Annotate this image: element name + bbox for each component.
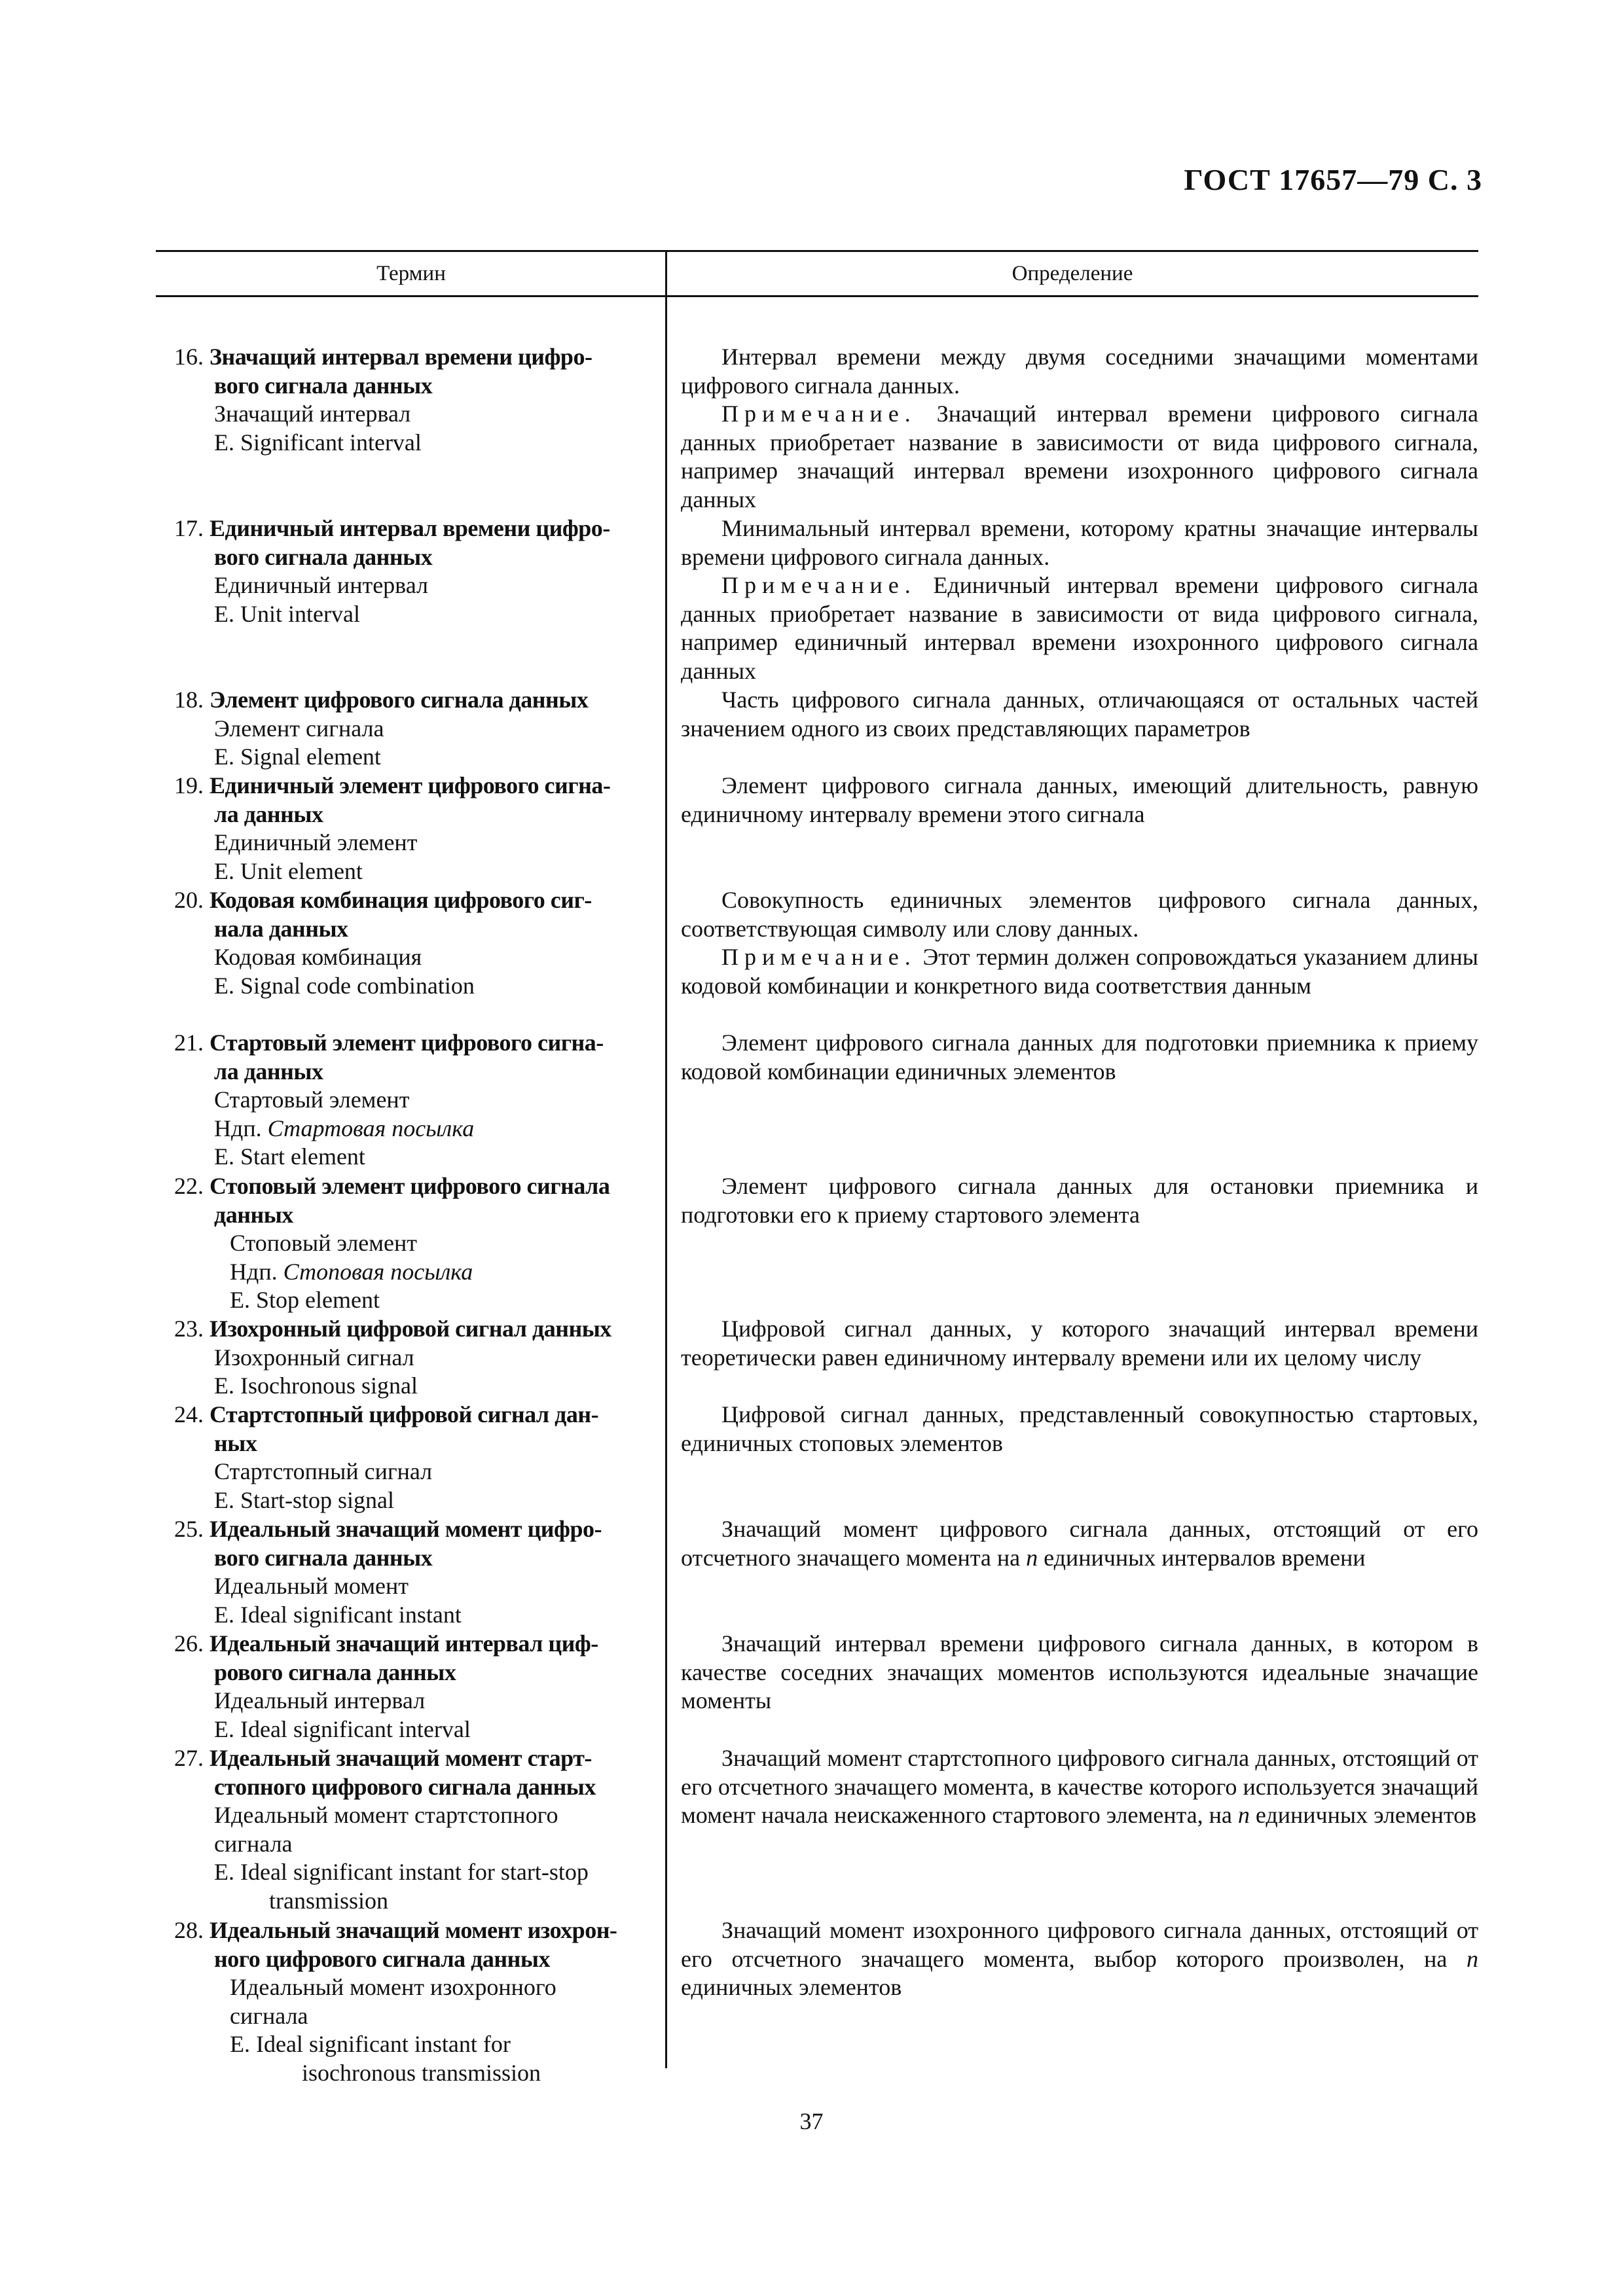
definition-text-part: единичных интервалов времени	[1038, 1544, 1366, 1571]
definition-text: Минимальный интервал времени, которому кратны значащие интервалы времени цифрового сигнала данных.	[681, 515, 1478, 570]
term-short-form-cont: сигнала	[214, 1830, 293, 1857]
term-english: E. Start element	[214, 1143, 365, 1170]
term-title: Идеальный значащий момент изохрон-	[210, 1917, 617, 1943]
term-english: E. Significant interval	[214, 429, 422, 456]
definition-text	[681, 1744, 1478, 1830]
definition-cell	[681, 343, 1478, 514]
term-title-cont: вого сигнала данных	[214, 1544, 433, 1571]
term-title-cont: вого сигнала данных	[214, 543, 433, 570]
term-title: Идеальный значащий момент старт-	[210, 1745, 592, 1771]
definition-text: Цифровой сигнал данных, представленный совокупностью стартовых, единичных стоповых элементов	[681, 1401, 1478, 1456]
definition-text: Элемент цифрового сигнала данных, имеющий длительность, равную единичному интервалу времени этого сигнала	[681, 772, 1478, 827]
term-cell	[174, 1515, 646, 1629]
definition-text-part: единичных элементов	[1249, 1802, 1477, 1829]
term-short-form: Стартовый элемент	[214, 1086, 410, 1113]
term-short-form: Идеальный момент изохронного	[230, 1974, 556, 2001]
term-cell	[174, 1916, 646, 2088]
term-cell	[174, 1029, 646, 1172]
term-short-form: Единичный элемент	[214, 829, 418, 856]
term-number: 20.	[174, 887, 204, 913]
definition-cell	[681, 1401, 1478, 1458]
term-cell	[174, 1172, 646, 1315]
definition-cell	[681, 1029, 1478, 1086]
term-cell	[174, 1401, 646, 1515]
term-english: E. Ideal significant instant	[214, 1601, 462, 1628]
definition-text: Часть цифрового сигнала данных, отличающаяся от остальных частей значением одного из своих представляющих параметров	[681, 687, 1478, 742]
term-short-form: Кодовая комбинация	[214, 944, 422, 971]
term-cell	[174, 772, 646, 886]
definition-cell	[681, 514, 1478, 686]
definition-cell	[681, 1172, 1478, 1229]
term-ndp-label: Ндп.	[214, 1115, 268, 1141]
term-english: E. Start-stop signal	[214, 1486, 394, 1513]
term-number: 24.	[174, 1401, 204, 1427]
term-title: Элемент цифрового сигнала данных	[210, 687, 589, 713]
term-number: 19.	[174, 772, 204, 798]
definition-variable: n	[1026, 1544, 1038, 1571]
term-cell	[174, 343, 646, 457]
definition-text-part: Значащий момент изохронного цифрового сигнала данных, отстоящий от его отсчетного значащего момента, выбор которого произволен, на	[681, 1917, 1478, 1972]
definition-variable: n	[1467, 1945, 1478, 1972]
definition-text: Совокупность единичных элементов цифрового сигнала данных, соответствующая символу или слову данных.	[681, 887, 1478, 942]
term-number: 22.	[174, 1173, 204, 1199]
term-english: E. Signal element	[214, 744, 381, 770]
column-header-term: Термин	[376, 262, 446, 285]
term-title: Кодовая комбинация цифрового сиг-	[210, 887, 592, 913]
term-title: Стартовый элемент цифрового сигна-	[210, 1030, 604, 1056]
definition-cell	[681, 1315, 1478, 1372]
term-ndp: Стартовая посылка	[267, 1115, 475, 1141]
term-title: Изохронный цифровой сигнал данных	[210, 1316, 611, 1342]
definition-text: Элемент цифрового сигнала данных для остановки приемника и подготовки его к приему стартового элемента	[681, 1173, 1478, 1228]
term-number: 23.	[174, 1316, 204, 1342]
definition-cell	[681, 1744, 1478, 1830]
note-label: Примечание.	[721, 572, 917, 599]
definition-cell	[681, 1515, 1478, 1572]
term-english: E. Stop element	[230, 1287, 380, 1314]
definition-cell	[681, 686, 1478, 743]
term-english-cont: transmission	[269, 1887, 389, 1914]
term-title-cont: ла данных	[214, 1058, 323, 1085]
term-number: 17.	[174, 515, 204, 541]
term-ndp-label: Ндп.	[230, 1258, 283, 1285]
term-title-cont: ного цифрового сигнала данных	[214, 1945, 550, 1972]
definition-cell	[681, 1916, 1478, 2002]
term-number: 28.	[174, 1917, 204, 1943]
term-number: 26.	[174, 1630, 204, 1657]
term-cell	[174, 1744, 646, 1916]
term-short-form: Стоповый элемент	[230, 1230, 418, 1257]
term-title: Единичный интервал времени цифро-	[210, 515, 610, 541]
definition-text: Значащий интервал времени цифрового сигнала данных, в котором в качестве соседних значащих моментов используются идеальные значащие моменты	[681, 1630, 1478, 1714]
term-english: E. Unit element	[214, 857, 363, 884]
column-divider	[665, 252, 667, 2068]
term-short-form: Стартстопный сигнал	[214, 1458, 433, 1485]
term-number: 16.	[174, 344, 204, 370]
term-english: E. Unit interval	[214, 600, 360, 627]
definition-text-part: Значащий момент стартстопного цифрового сигнала данных, отстоящий от его отсчетного значащего момента, в качестве которого используется значащий момент начала неискаженного стартового элемента, на	[681, 1745, 1478, 1829]
term-english: E. Ideal significant interval	[214, 1715, 471, 1742]
definition-text	[681, 1515, 1478, 1572]
term-title: Идеальный значащий момент цифро-	[210, 1516, 602, 1542]
term-cell	[174, 1315, 646, 1401]
term-title: Идеальный значащий интервал циф-	[210, 1630, 598, 1657]
term-english: E. Ideal significant instant for	[230, 2031, 511, 2058]
term-cell	[174, 1630, 646, 1744]
term-title-cont: ла данных	[214, 800, 323, 827]
term-short-form: Элемент сигнала	[214, 715, 384, 742]
definition-variable: n	[1237, 1802, 1250, 1829]
definition-text: Цифровой сигнал данных, у которого значащий интервал времени теоретически равен единичному интервалу времени или их целому числу	[681, 1316, 1478, 1371]
term-short-form: Идеальный момент	[214, 1573, 409, 1600]
table-header	[156, 252, 1478, 297]
term-english: E. Ideal significant instant for start-stop	[214, 1859, 589, 1886]
document-header: ГОСТ 17657—79 С. 3	[1184, 163, 1482, 196]
definition-text: Элемент цифрового сигнала данных для подготовки приемника к приему кодовой комбинации единичных элементов	[681, 1030, 1478, 1085]
term-english: E. Signal code combination	[214, 972, 475, 999]
terms-table	[156, 250, 1478, 2086]
term-short-form: Единичный интервал	[214, 572, 428, 599]
term-number: 25.	[174, 1516, 204, 1542]
note-text: Единичный интервал времени цифрового сигнала данных приобретает название в зависимости от вида цифрового сигнала, например единичный интервал времени изохронного цифрового сигнала данных	[681, 572, 1478, 684]
definition-cell	[681, 886, 1478, 1000]
term-short-form: Идеальный интервал	[214, 1687, 426, 1714]
term-ndp: Стоповая посылка	[283, 1258, 473, 1285]
term-title: Единичный элемент цифрового сигна-	[210, 772, 611, 798]
term-english: E. Isochronous signal	[214, 1372, 418, 1399]
term-title-cont: вого сигнала данных	[214, 372, 433, 399]
note-text: Этот термин должен сопровождаться указанием длины кодовой комбинации и конкретного вида соответствия данным	[681, 944, 1478, 999]
term-cell	[174, 886, 646, 1000]
term-short-form: Изохронный сигнал	[214, 1344, 414, 1371]
definition-cell	[681, 772, 1478, 829]
term-cell	[174, 514, 646, 628]
note-text: Значащий интервал времени цифрового сигнала данных приобретает название в зависимости от вида цифрового сигнала, например значащий интервал времени изохронного цифрового сигнала данных	[681, 401, 1478, 512]
term-title-cont: ных	[214, 1429, 257, 1456]
page-number: 37	[799, 2108, 824, 2134]
definition-text-part: Значащий момент цифрового сигнала данных, отстоящий от его отсчетного значащего момента на	[681, 1516, 1478, 1571]
term-short-form: Значащий интервал	[214, 401, 411, 427]
term-english-cont: isochronous transmission	[302, 2059, 541, 2086]
term-cell	[174, 686, 646, 772]
term-number: 21.	[174, 1030, 204, 1056]
note-label: Примечание.	[721, 944, 917, 971]
term-short-form: Идеальный момент стартстопного	[214, 1802, 558, 1829]
definition-text	[681, 1916, 1478, 2002]
note-label: Примечание.	[721, 401, 917, 427]
term-short-form-cont: сигнала	[230, 2002, 308, 2029]
term-number: 27.	[174, 1745, 204, 1771]
term-title-cont: стопного цифрового сигнала данных	[214, 1773, 596, 1800]
definition-cell	[681, 1630, 1478, 1715]
term-title: Стоповый элемент цифрового сигнала	[210, 1173, 610, 1199]
column-header-definition: Определение	[1012, 262, 1133, 285]
term-number: 18.	[174, 687, 204, 713]
term-title-cont: данных	[214, 1201, 293, 1228]
term-title-cont: рового сигнала данных	[214, 1659, 456, 1685]
term-title: Значащий интервал времени цифро-	[210, 344, 593, 370]
definition-text: Интервал времени между двумя соседними значащими моментами цифрового сигнала данных.	[681, 344, 1478, 399]
term-title: Стартстопный цифровой сигнал дан-	[210, 1401, 599, 1427]
term-title-cont: нала данных	[214, 915, 348, 942]
definition-text-part: единичных элементов	[681, 1974, 902, 2001]
